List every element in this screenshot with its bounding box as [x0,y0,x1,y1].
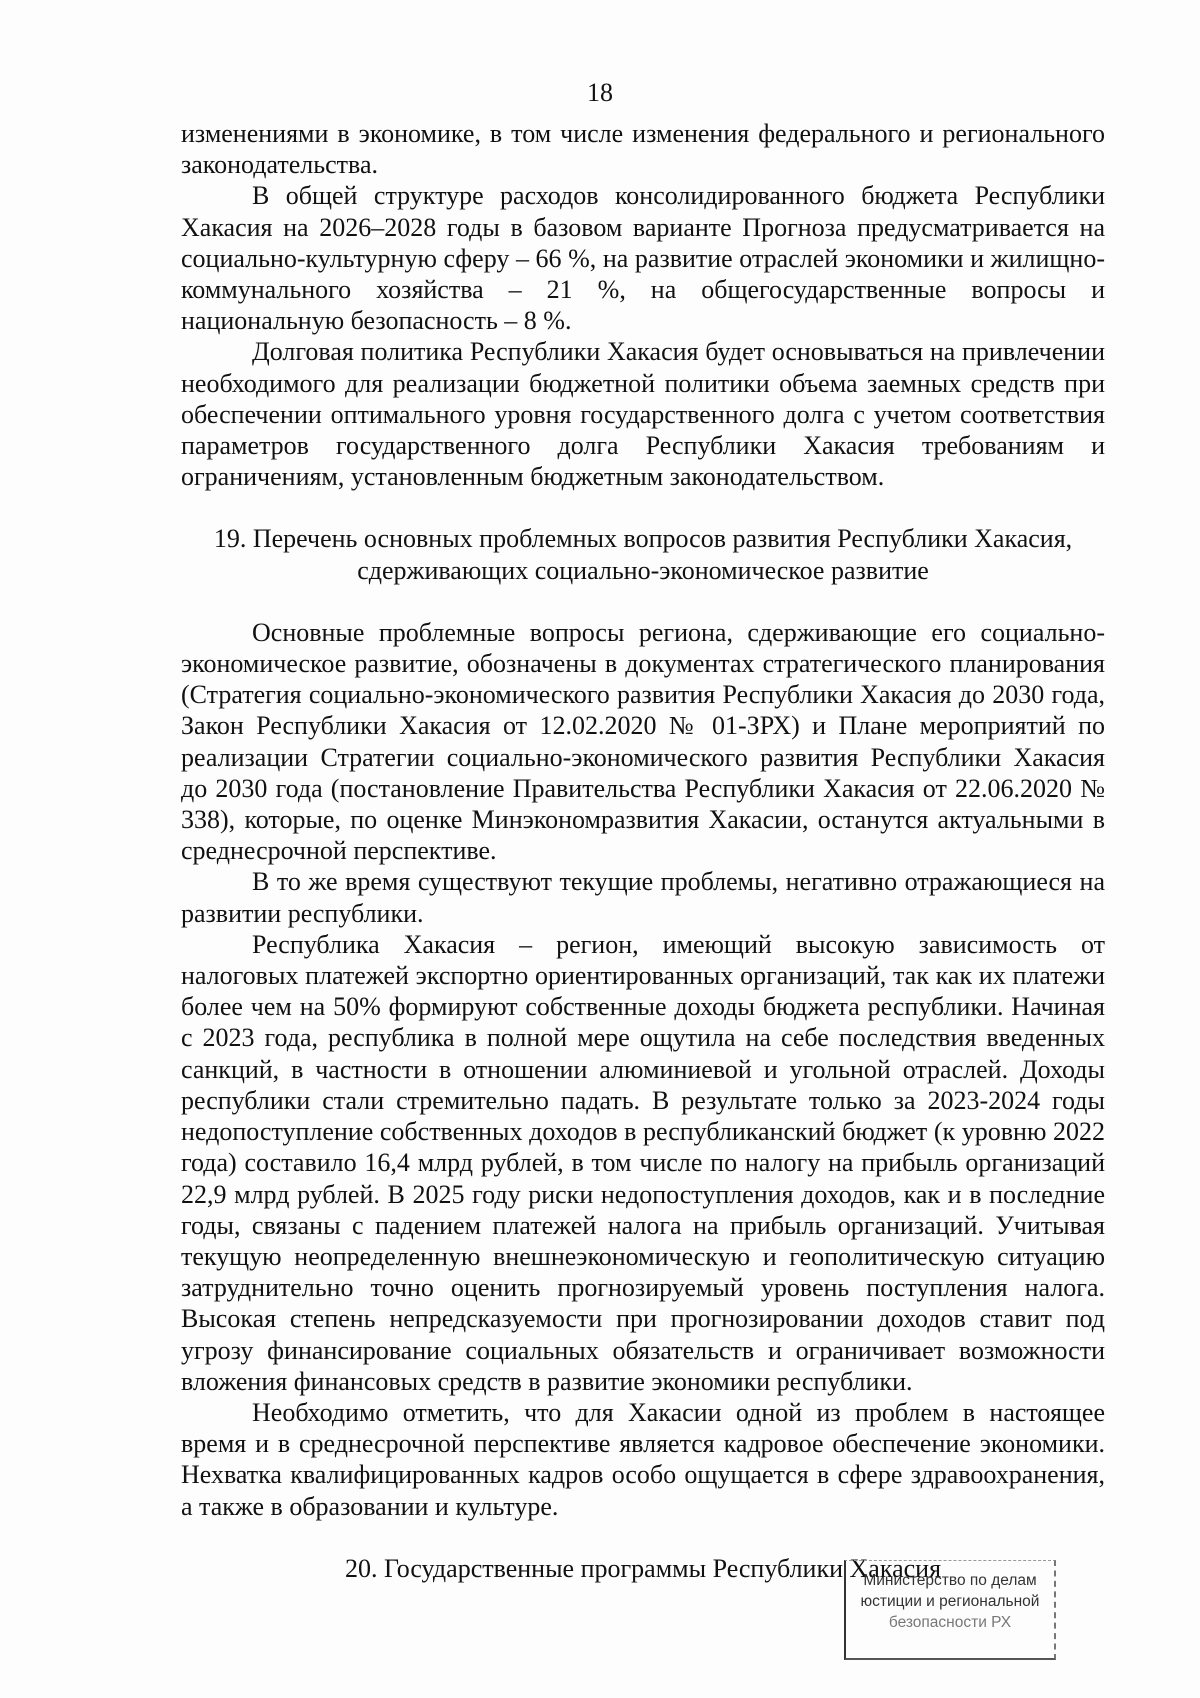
section-19-heading-line1: 19. Перечень основных проблемных вопросов развития Республики Хакасия, [213,524,1073,554]
paragraph-current-problems: В то же время существуют текущие проблемы, негативно отражающиеся на развитии республики. [181,867,1105,928]
paragraph-tax-dependency: Республика Хакасия – регион, имеющий высокую зависимость от налоговых платежей экспортно ориентированных организаций, так как их платежи более чем на 50% формируют собственные доходы бюджета республики. Начиная с 2023 года, республика в полной мере ощутила на себе последствия введенных санкций, в частности в отношении алюминиевой и угольной отраслей. Доходы республики стали стремительно падать. В результате только за 2023-2024 годы недопоступление собственных доходов в республиканский бюджет (к уровню 2022 года) составило 16,4 млрд рублей, в том числе по налогу на прибыль организаций 22,9 млрд рублей. В 2025 году риски недопоступления доходов, как и в последние годы, связаны с падением платежей налога на прибыль организаций. Учитывая текущую неопределенную внешнеэкономическую и геополитическую ситуацию затруднительно точно оценить прогнозируемый уровень поступления налога. Высокая степень непредсказуемости при прогнозировании доходов ставит под угрозу финансирование социальных обязательств и ограничивает возможности вложения финансовых средств в развитие экономики республики. [181,929,1105,1396]
document-body [181,118,1105,1584]
stamp-line-2: юстиции и региональной [860,1593,1040,1610]
paragraph-main-problems: Основные проблемные вопросы региона, сдерживающие его социально-экономическое развитие, обозначены в документах стратегического планирования (Стратегия социально-экономического развития Республики Хакасия до 2030 года, Закон Республики Хакасия от 12.02.2020 № 01-ЗРХ) и Плане мероприятий по реализации Стратегии социально-экономического развития Республики Хакасия до 2030 года (постановление Правительства Республики Хакасия от 22.06.2020 № 338), которые, по оценке Минэкономразвития Хакасии, останутся актуальными в среднесрочной перспективе. [181,617,1105,866]
section-20-heading: 20. Государственные программы Республики Хакасия [344,1553,942,1583]
section-19-heading [181,523,1105,585]
ministry-stamp [844,1560,1056,1660]
paragraph-debt-policy: Долговая политика Республики Хакасия будет основываться на привлечении необходимого для реализации бюджетной политики объема заемных средств при обеспечении оптимального уровня государственного долга с учетом соответствия параметров государственного долга Республики Хакасия требованиям и ограничениям, установленным бюджетным законодательством. [181,337,1105,492]
paragraph-continuation: изменениями в экономике, в том числе изменения федерального и регионального законодательства. [181,119,1105,180]
paragraph-staffing: Необходимо отметить, что для Хакасии одной из проблем в настоящее время и в среднесрочной перспективе является кадровое обеспечение экономики. Нехватка квалифицированных кадров особо ощущается в сфере здравоохранения, а также в образовании и культуре. [181,1397,1105,1521]
stamp-line-1: Министерство по делам [863,1572,1037,1589]
section-19-heading-line2: сдерживающих социально-экономическое развитие [357,555,929,585]
page-number: 18 [587,78,613,107]
stamp-line-3: безопасности РХ [888,1614,1012,1631]
paragraph-budget-structure: В общей структуре расходов консолидированного бюджета Республики Хакасия на 2026–2028 годы в базовом варианте Прогноза предусматривается на социально-культурную сферу – 66 %, на развитие отраслей экономики и жилищно-коммунального хозяйства – 21 %, на общегосударственные вопросы и национальную безопасность – 8 %. [181,181,1105,336]
